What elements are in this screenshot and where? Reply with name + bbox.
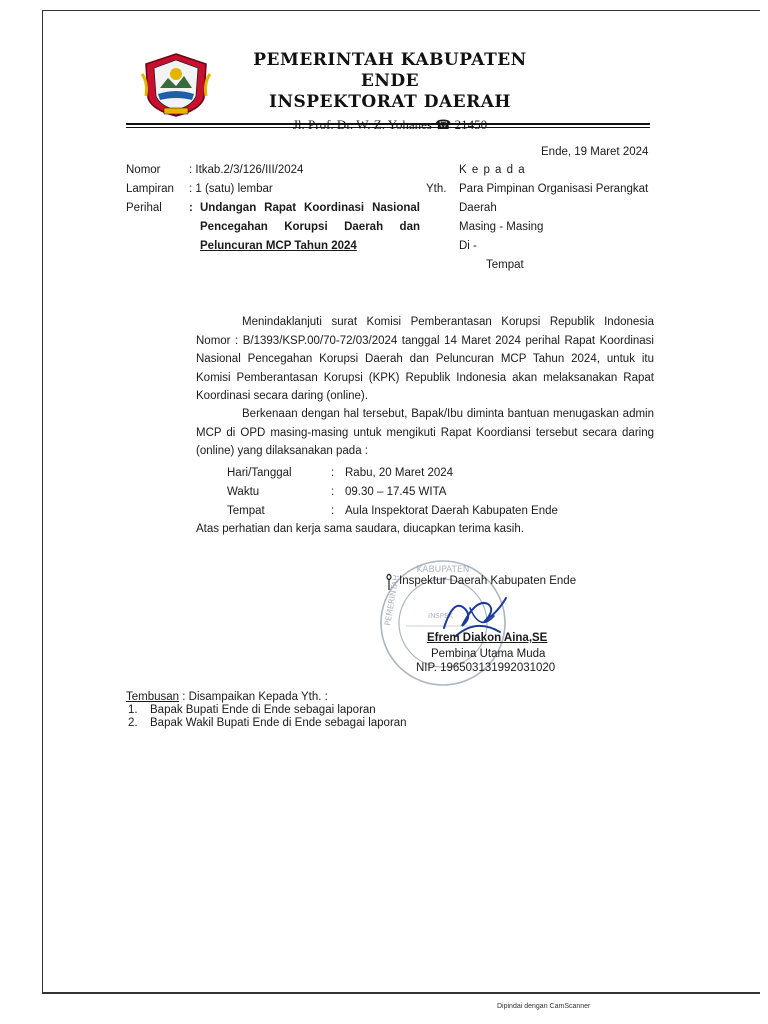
paragraph-line: Nasional Pencegahan Korupsi Daerah dan Peluncuran MCP Tahun 2024, untuk itu <box>196 353 654 365</box>
schedule-colon: : <box>331 467 335 479</box>
schedule-label: Waktu <box>227 486 260 498</box>
paragraph-line: (online) yang dilaksanakan pada : <box>196 445 368 457</box>
schedule-value: Aula Inspektorat Daerah Kabupaten Ende <box>345 505 558 517</box>
paragraph-line: MCP di OPD masing-masing untuk mengikuti Rapat Koordiansi tersebut secara daring <box>196 426 654 439</box>
perihal-colon: : <box>189 202 193 214</box>
tembusan-intro: : Disampaikan Kepada Yth. : <box>179 691 328 703</box>
scanner-watermark: Dipindai dengan CamScanner <box>497 1003 591 1010</box>
tembusan-item-text: Bapak Bupati Ende di Ende sebagai laporan <box>150 704 376 716</box>
letterhead-rule-thin <box>126 127 650 128</box>
tembusan-item-number: 2. <box>128 717 138 729</box>
svg-text:INSPEK: INSPEK <box>428 612 453 620</box>
paragraph-line: Menindaklanjuti surat Komisi Pemberantasan Korupsi Republik Indonesia <box>242 316 654 328</box>
letterhead <box>230 50 550 134</box>
signatory-title: Inspektur Daerah Kabupaten Ende <box>399 575 577 587</box>
letterhead-government: PEMERINTAH KABUPATEN ENDE <box>253 50 527 91</box>
regency-emblem-icon <box>140 52 212 118</box>
nomor-label: Nomor <box>126 164 161 176</box>
perihal-label: Perihal <box>126 202 162 214</box>
letter-date: Ende, 19 Maret 2024 <box>541 146 649 158</box>
body-paragraph-2 <box>196 405 654 461</box>
schedule-value: 09.30 – 17.45 WITA <box>345 486 447 498</box>
page-frame-bottom <box>42 992 760 994</box>
recipient-line-3: Masing - Masing <box>459 221 544 233</box>
tembusan-label: Tembusan <box>126 691 180 703</box>
recipient-yth: Yth. <box>426 183 447 195</box>
signatory-name: Efrem Diakon Aina,SE <box>427 632 548 644</box>
tembusan-item-text: Bapak Wakil Bupati Ende di Ende sebagai laporan <box>150 717 407 729</box>
closing-text: Atas perhatian dan kerja sama saudara, diucapkan terima kasih. <box>196 523 524 535</box>
perihal-line-1: Undangan Rapat Koordinasi Nasional <box>200 202 420 214</box>
body-paragraph-1 <box>196 313 654 406</box>
paragraph-line: Berkenaan dengan hal tersebut, Bapak/Ibu diminta bantuan menugaskan admin <box>242 408 654 420</box>
tembusan-item-number: 1. <box>128 704 138 716</box>
recipient-line-4: Di - <box>459 240 477 252</box>
nomor-value: : Itkab.2/3/126/III/2024 <box>189 164 304 176</box>
page-frame-left <box>42 10 43 994</box>
paragraph-line: Koordinasi secara daring (online). <box>196 390 368 402</box>
paragraph-line: Komisi Pemberantasan Korupsi (KPK) Republik Indonesia akan melaksanakan Rapat <box>196 371 654 384</box>
schedule-label: Hari/Tanggal <box>227 467 292 479</box>
svg-text:PEMERINTAH: PEMERINTAH <box>383 574 401 627</box>
perihal-line-3: Peluncuran MCP Tahun 2024 <box>200 240 357 252</box>
signature-mark-icon <box>384 572 394 592</box>
page-frame-top <box>42 10 760 11</box>
signatory-rank: Pembina Utama Muda <box>431 648 546 660</box>
paragraph-line: Nomor : B/1393/KSP.00/70-72/03/2024 tanggal 14 Maret 2024 perihal Rapat Koordinasi <box>196 334 654 347</box>
schedule-colon: : <box>331 486 335 498</box>
schedule-value: Rabu, 20 Maret 2024 <box>345 467 454 479</box>
signatory-nip: NIP. 196503131992031020 <box>416 662 556 674</box>
letterhead-address: Jl. Prof. Dr. W. Z. Yohanes ☎ 21450 <box>292 117 488 132</box>
schedule-label: Tempat <box>227 505 265 517</box>
recipient-line-1: Para Pimpinan Organisasi Perangkat <box>459 183 649 195</box>
svg-text:KABUPATEN: KABUPATEN <box>416 565 470 575</box>
letterhead-rule <box>126 123 650 125</box>
letterhead-agency: INSPEKTORAT DAERAH <box>269 92 511 112</box>
perihal-line-2: Pencegahan Korupsi Daerah dan <box>200 221 420 233</box>
recipient-kepada: K e p a d a <box>459 164 526 176</box>
tembusan-heading <box>126 690 328 704</box>
lampiran-value: : 1 (satu) lembar <box>189 183 273 195</box>
recipient-line-5: Tempat <box>486 259 524 271</box>
lampiran-label: Lampiran <box>126 183 174 195</box>
schedule-colon: : <box>331 505 335 517</box>
recipient-line-2: Daerah <box>459 202 497 214</box>
